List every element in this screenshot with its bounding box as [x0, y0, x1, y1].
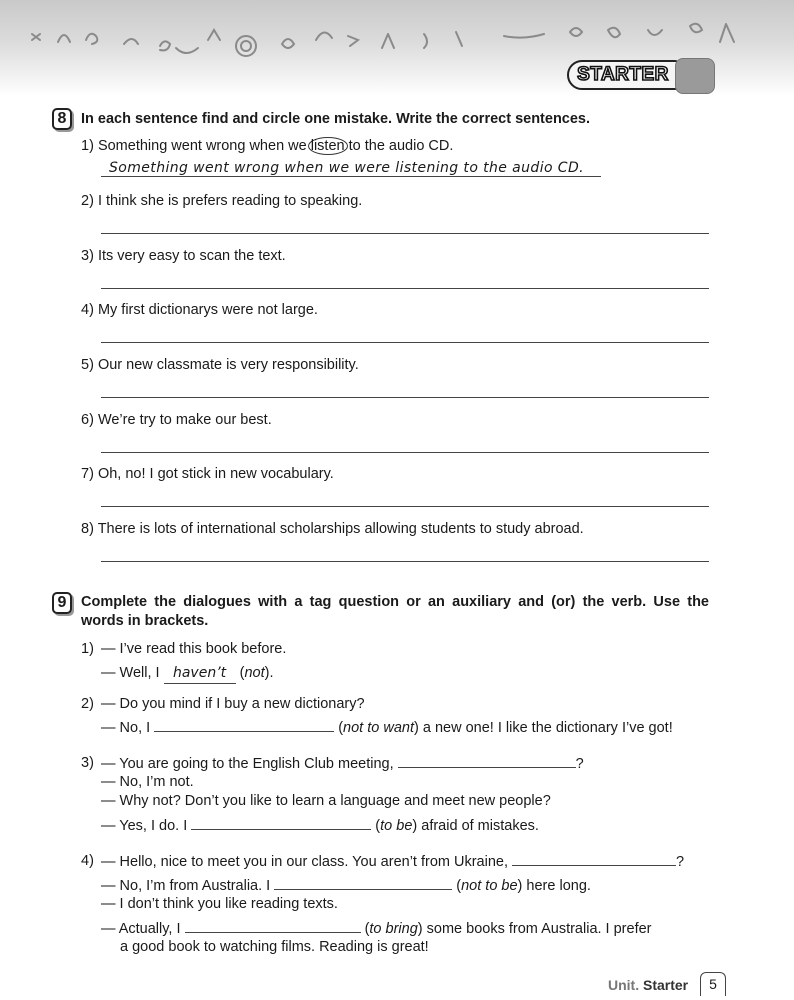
- line-text: — Actually, I: [101, 921, 185, 937]
- sentence-text: I think she is prefers reading to speaking.: [97, 193, 363, 209]
- hint-word: to be: [380, 818, 413, 834]
- line-text: afraid of mistakes.: [417, 818, 539, 834]
- answer-line[interactable]: [101, 342, 709, 343]
- dialogue-line: a good book to watching films. Reading is great!: [120, 939, 429, 955]
- sentence-item: [81, 191, 709, 211]
- sentence-end: to the audio CD.: [344, 138, 454, 154]
- answer-line[interactable]: [101, 397, 709, 398]
- line-text: here long.: [522, 878, 591, 894]
- sentence-text: We’re try to make our best.: [97, 412, 272, 428]
- exercise-instruction: [81, 593, 709, 631]
- dialogue-number: 4): [81, 853, 94, 869]
- sentence-text: Its very easy to scan the text.: [97, 248, 286, 264]
- dialogue-line: — I’ve read this book before.: [101, 641, 287, 657]
- hint-word: not to want: [343, 720, 414, 736]
- answer-line[interactable]: [101, 288, 709, 289]
- sentence-text: Oh, no! I got stick in new vocabulary.: [97, 466, 334, 482]
- item-number: 2): [81, 193, 94, 209]
- answer-blank[interactable]: [185, 918, 361, 933]
- exercise-number: 9: [52, 592, 72, 614]
- unit-label: Unit.: [608, 977, 640, 993]
- answer-line[interactable]: [101, 506, 709, 507]
- unit-badge-label: STARTER: [567, 60, 679, 90]
- sentence-text: My first dictionarys were not large.: [97, 302, 318, 318]
- item-number: 4): [81, 302, 94, 318]
- answer-line[interactable]: [101, 452, 709, 453]
- line-text: — Hello, nice to meet you in our class. You aren’t from Ukraine,: [101, 854, 513, 870]
- line-text: — Yes, I do. I: [101, 818, 192, 834]
- sentence-item: [81, 410, 709, 430]
- dialogue-number: 3): [81, 755, 94, 771]
- line-text: ?: [575, 756, 584, 772]
- footer-unit: [608, 977, 688, 993]
- sentence-text: There is lots of international scholarships allowing students to study abroad.: [97, 521, 584, 537]
- dialogue-line: — Do you mind if I buy a new dictionary?: [101, 696, 365, 712]
- dialogue-number: 1): [81, 641, 94, 657]
- item-number: 5): [81, 357, 94, 373]
- circled-mistake: listen: [308, 137, 348, 155]
- instruction-line: Complete the dialogues with a tag question or an auxiliary and (or) the verb. Use the: [81, 594, 709, 610]
- line-text: — You are going to the English Club meeting,: [101, 756, 398, 772]
- line-text: a new one! I like the dictionary I’ve got!: [418, 720, 673, 736]
- line-text: — Well, I: [101, 665, 164, 681]
- sentence-item: [81, 355, 709, 375]
- example-answer: Something went wrong when we were listening to the audio CD.: [101, 160, 601, 177]
- dialogue-line: [101, 851, 684, 872]
- answer-blank[interactable]: [191, 815, 371, 830]
- line-text: — No, I: [101, 720, 155, 736]
- line-text: some books from Australia. I prefer: [422, 921, 652, 937]
- unit-badge-tab: [675, 58, 715, 94]
- item-number: 3): [81, 248, 94, 264]
- example-sentence: [81, 136, 709, 156]
- sentence-item: [81, 464, 709, 484]
- exercise-number: 8: [52, 108, 72, 130]
- answer-blank[interactable]: [154, 717, 334, 732]
- item-number: 1): [81, 138, 94, 154]
- sentence-item: [81, 519, 709, 539]
- item-number: 8): [81, 521, 94, 537]
- hint-word: not to be: [461, 878, 518, 894]
- unit-name: Starter: [643, 977, 689, 993]
- dialogue-line: — No, I’m from Australia. I (not to be) here long.: [101, 875, 591, 896]
- line-text: .: [269, 665, 274, 681]
- dialogue-line: [101, 753, 584, 774]
- dialogue-line: — I don’t think you like reading texts.: [101, 896, 338, 912]
- dialogue-line: — Why not? Don’t you like to learn a language and meet new people?: [101, 793, 551, 809]
- line-text: ?: [676, 854, 685, 870]
- sentence-start: Something went wrong when we: [97, 138, 311, 154]
- item-number: 7): [81, 466, 94, 482]
- unit-badge: [567, 60, 717, 90]
- exercise-instruction: In each sentence find and circle one mistake. Write the correct sentences.: [81, 111, 591, 127]
- page-number: 5: [700, 972, 726, 996]
- instruction-line: words in brackets.: [81, 613, 209, 629]
- dialogue-line: — No, I (not to want) a new one! I like the dictionary I’ve got!: [101, 717, 673, 738]
- sentence-text: Our new classmate is very responsibility.: [97, 357, 359, 373]
- dialogue-number: 2): [81, 696, 94, 712]
- hint-word: to bring: [369, 921, 418, 937]
- sentence-item: [81, 246, 709, 266]
- answer-line[interactable]: [101, 561, 709, 562]
- item-number: 6): [81, 412, 94, 428]
- hint-word: not: [244, 665, 265, 681]
- dialogue-line: — No, I’m not.: [101, 774, 194, 790]
- dialogue-line: — Yes, I do. I (to be) afraid of mistakes.: [101, 815, 539, 836]
- dialogue-line: — Actually, I (to bring) some books from Australia. I prefer: [101, 918, 652, 939]
- answer-line[interactable]: [101, 233, 709, 234]
- answer-blank[interactable]: [512, 851, 676, 866]
- sentence-item: [81, 300, 709, 320]
- answer-blank-filled[interactable]: haven’t: [164, 663, 236, 684]
- line-text: — No, I’m from Australia. I: [101, 878, 275, 894]
- dialogue-line: — Well, I haven’t (not).: [101, 663, 273, 684]
- answer-blank[interactable]: [398, 753, 576, 768]
- answer-blank[interactable]: [274, 875, 452, 890]
